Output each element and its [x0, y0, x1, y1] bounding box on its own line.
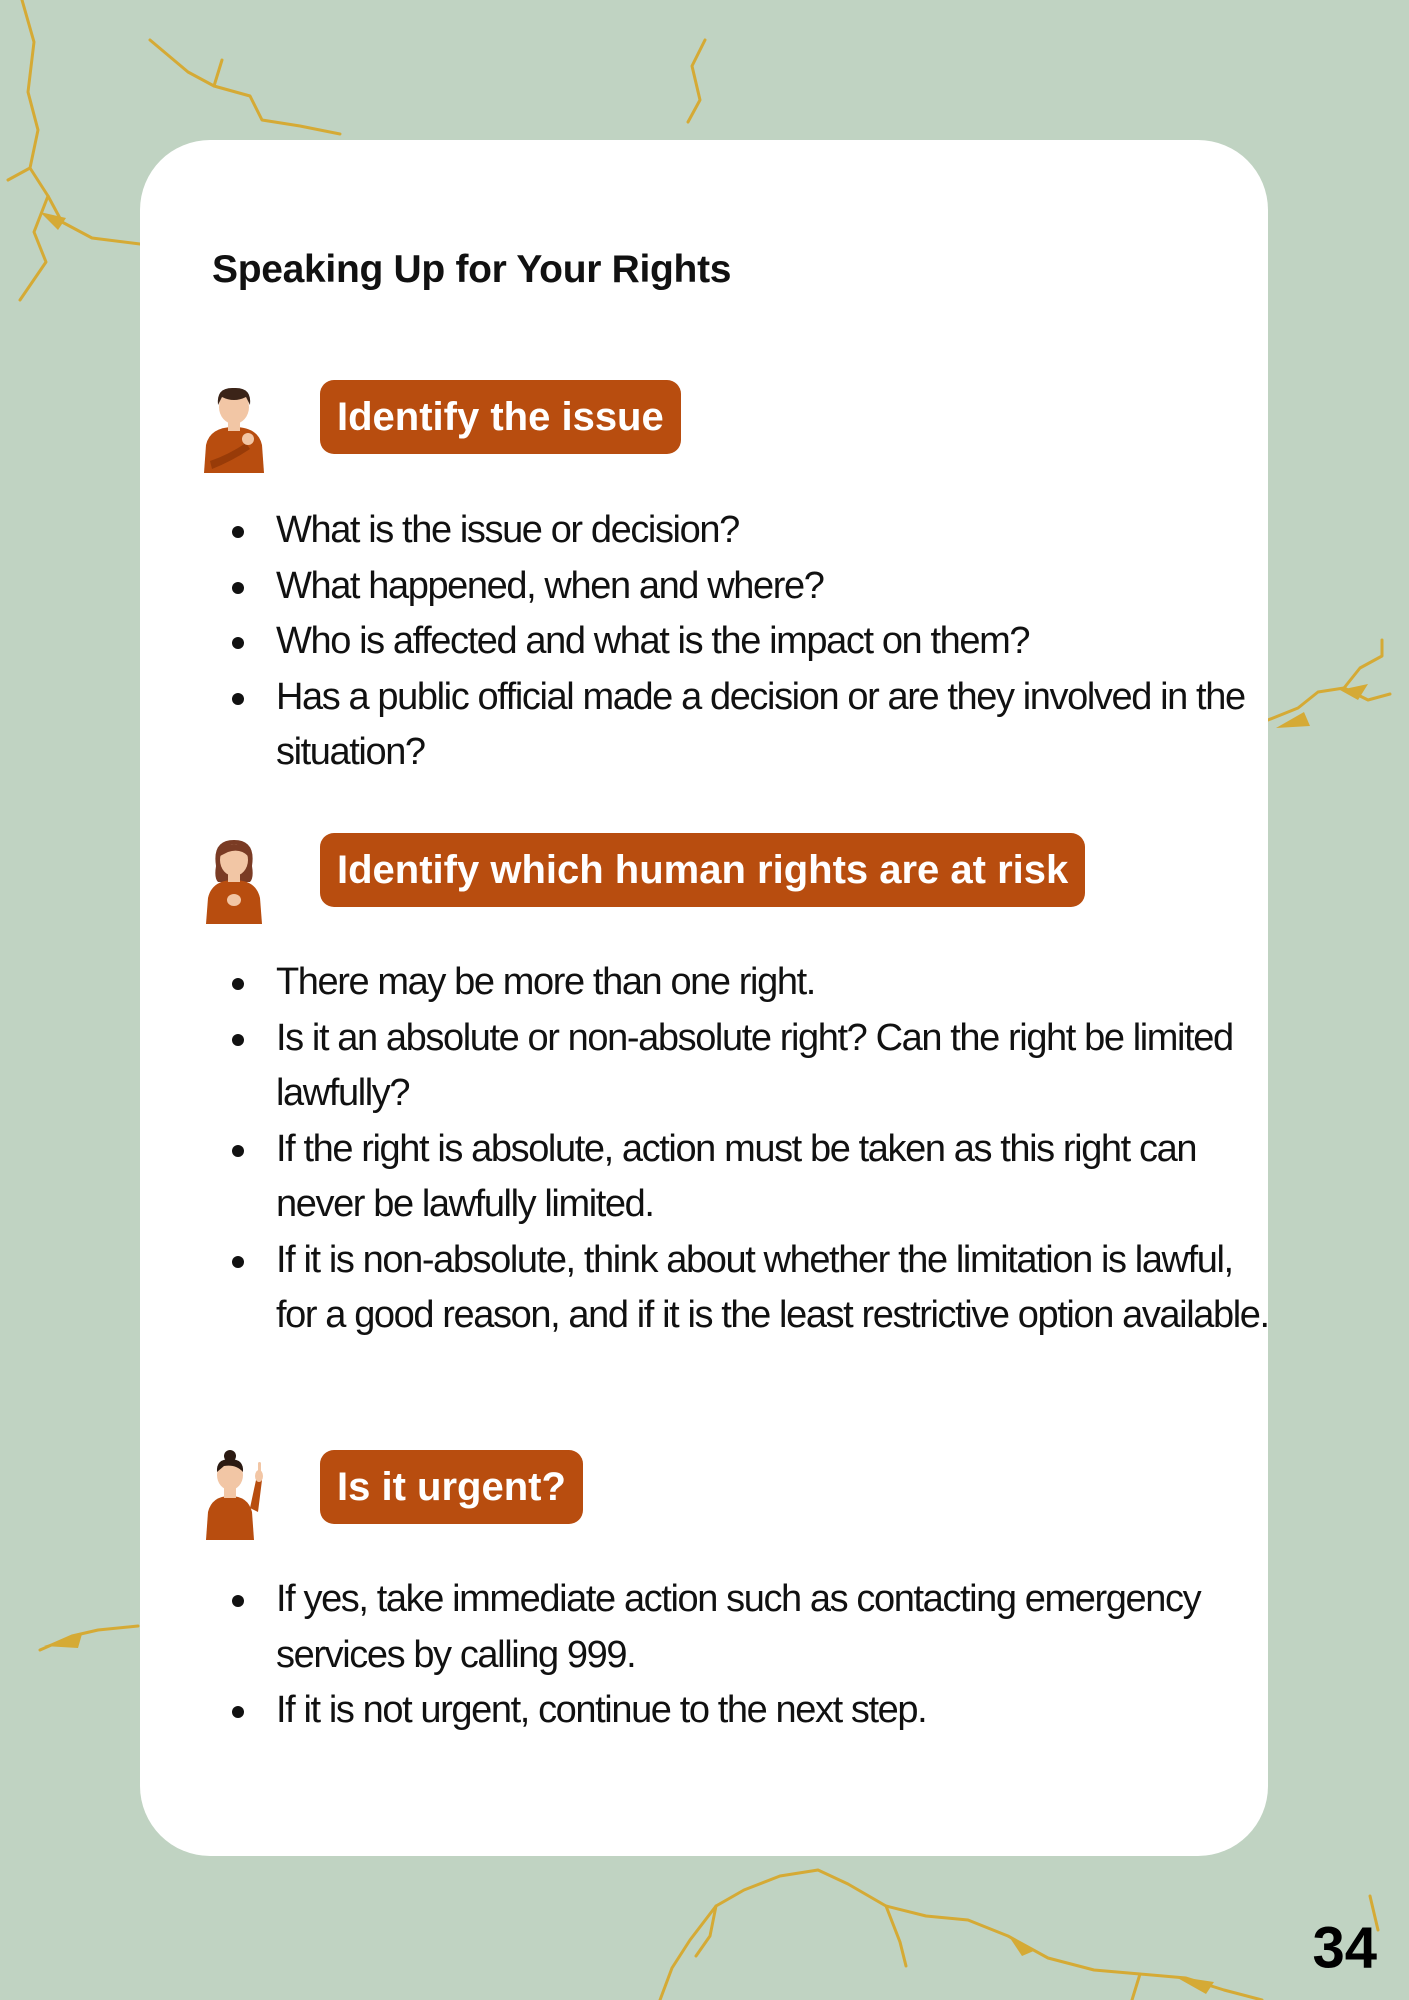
bullet-list	[220, 955, 1276, 1344]
bullet-list	[220, 503, 1276, 781]
woman-avatar-icon	[200, 834, 268, 924]
bullet-list	[220, 1572, 1276, 1739]
list-item: If the right is absolute, action must be taken as this right can never be lawfully limited.	[276, 1122, 1276, 1233]
section-heading-pill: Is it urgent?	[320, 1450, 583, 1524]
list-item: Is it an absolute or non-absolute right? Can the right be limited lawfully?	[276, 1011, 1276, 1122]
page-number: 34	[1312, 1915, 1377, 1981]
list-item: What happened, when and where?	[276, 559, 1276, 615]
thinking-person-icon	[200, 383, 268, 473]
list-item: What is the issue or decision?	[276, 503, 1276, 559]
pointing-woman-icon	[200, 1450, 268, 1540]
list-item: There may be more than one right.	[276, 955, 1276, 1011]
section-heading-pill: Identify which human rights are at risk	[320, 833, 1085, 907]
document-title: Speaking Up for Your Rights	[212, 248, 732, 291]
list-item: Has a public official made a decision or are they involved in the situation?	[276, 670, 1276, 781]
section-heading-pill: Identify the issue	[320, 380, 681, 454]
list-item: Who is affected and what is the impact on them?	[276, 614, 1276, 670]
list-item: If it is not urgent, continue to the next step.	[276, 1683, 1276, 1739]
list-item: If it is non-absolute, think about whether the limitation is lawful, for a good reason, and if it is the least restrictive option available.	[276, 1233, 1276, 1344]
list-item: If yes, take immediate action such as contacting emergency services by calling 999.	[276, 1572, 1276, 1683]
